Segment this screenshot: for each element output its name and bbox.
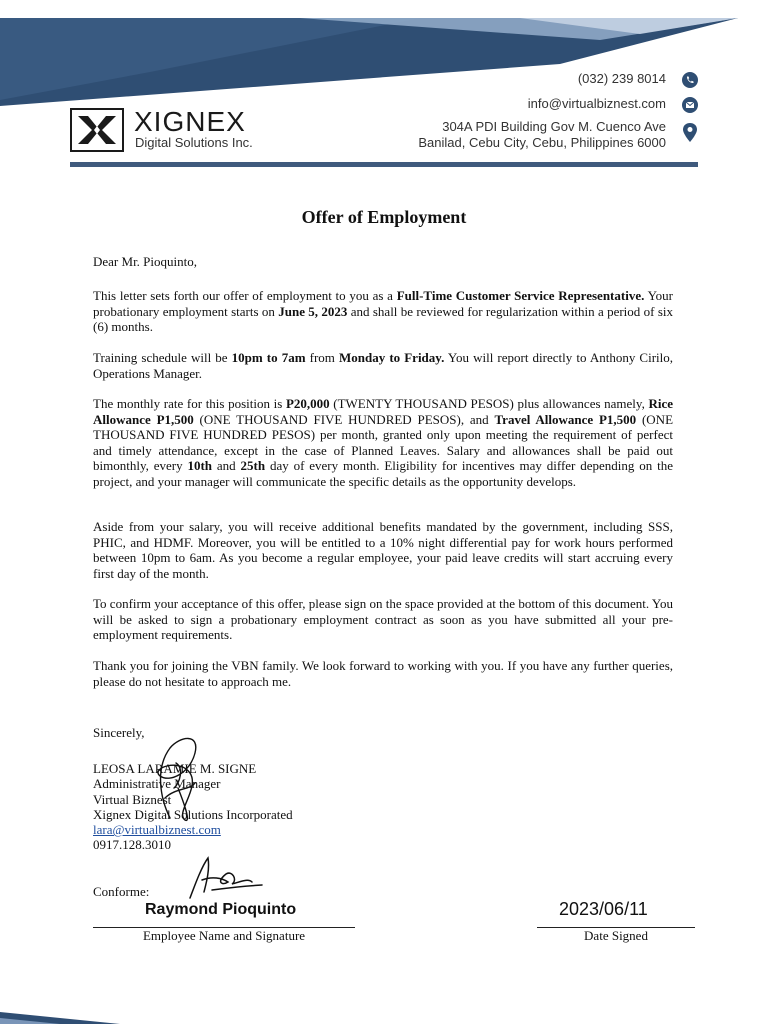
contact-email: info@virtualbiznest.com <box>527 96 666 111</box>
closing: Sincerely, <box>93 725 145 740</box>
employee-signature <box>182 852 266 902</box>
date-handwritten: 2023/06/11 <box>559 899 648 919</box>
manager-signature <box>140 728 220 828</box>
signer-email-link[interactable]: lara@virtualbiznest.com <box>93 822 221 838</box>
xignex-logo-icon <box>70 108 124 152</box>
contact-address-line2: Banilad, Cebu City, Cebu, Philippines 6000 <box>418 135 666 150</box>
company-name: XIGNEX <box>134 106 246 137</box>
header-divider <box>70 162 698 167</box>
phone-icon <box>682 72 698 88</box>
signer-name: LEOSA LARAMIE M. SIGNE <box>93 761 257 776</box>
footer-banner <box>0 1000 768 1024</box>
document-title: Offer of Employment <box>301 207 467 227</box>
paragraph-compensation: The monthly rate for this position is P20,000 (TWENTY THOUSAND PESOS) plus allowances namely, Rice Allowance P1,500 (ONE THOUSAND FIVE HUNDRED PESOS), and Travel Allowance P1,500 (ONE THOUSAND FIVE HUNDRED PESOS) per month, granted only upon meeting the requirement of perfect and timely attendance, except in the case of Planned Leaves. Salary and allowances shall be paid out bimonthly, every 10th and 25th day of every month. Eligibility for incentives may differ depending on the project, and your manager will communicate the specific details as the opportunity develops. <box>93 396 674 489</box>
conforme-label: Conforme: <box>93 884 150 899</box>
paragraph-schedule: Training schedule will be 10pm to 7am from Monday to Friday. You will report directly to Anthony Cirilo, Operations Manager. <box>93 350 673 381</box>
paragraph-position: This letter sets forth our offer of employment to you as a Full-Time Customer Service Representative. Your probationary employment starts on June 5, 2023 and shall be reviewed for regularization within a period of six (6) months. <box>93 288 674 334</box>
signer-company: Virtual Biznest <box>93 791 172 807</box>
mail-icon <box>682 97 698 113</box>
employee-name-handwritten: Raymond Pioquinto <box>145 901 297 918</box>
header-banner <box>0 0 768 110</box>
contact-phone: (032) 239 8014 <box>577 71 666 86</box>
date-signed-caption: Date Signed <box>584 928 648 943</box>
paragraph-benefits: Aside from your salary, you will receive additional benefits mandated by the government, including SSS, PHIC, and HDMF. Moreover, you will be entitled to a 10% night differential pay for work hours performed between 10pm to 6am. As you become a regular employee, your paid leave credits will start accruing every first day of the month. <box>93 519 673 581</box>
signer-title: Administrative Manager <box>93 776 221 792</box>
employee-signature-caption: Employee Name and Signature <box>142 928 306 943</box>
contact-address-line1: 304A PDI Building Gov M. Cuenco Ave <box>442 119 666 134</box>
signer-phone: 0917.128.3010 <box>93 837 171 853</box>
salutation: Dear Mr. Pioquinto, <box>93 254 197 269</box>
company-subtitle: Digital Solutions Inc. <box>135 135 253 150</box>
location-pin-icon <box>682 123 698 143</box>
paragraph-thanks: Thank you for joining the VBN family. We look forward to working with you. If you have any further queries, please do not hesitate to approach me. <box>93 658 673 689</box>
paragraph-confirmation: To confirm your acceptance of this offer, please sign on the space provided at the bottom of this document. You will be asked to sign a probationary employment contract as soon as you have submitted all your pre-employment requirements. <box>93 596 673 642</box>
signer-company-full: Xignex Digital Solutions Incorporated <box>93 806 293 822</box>
